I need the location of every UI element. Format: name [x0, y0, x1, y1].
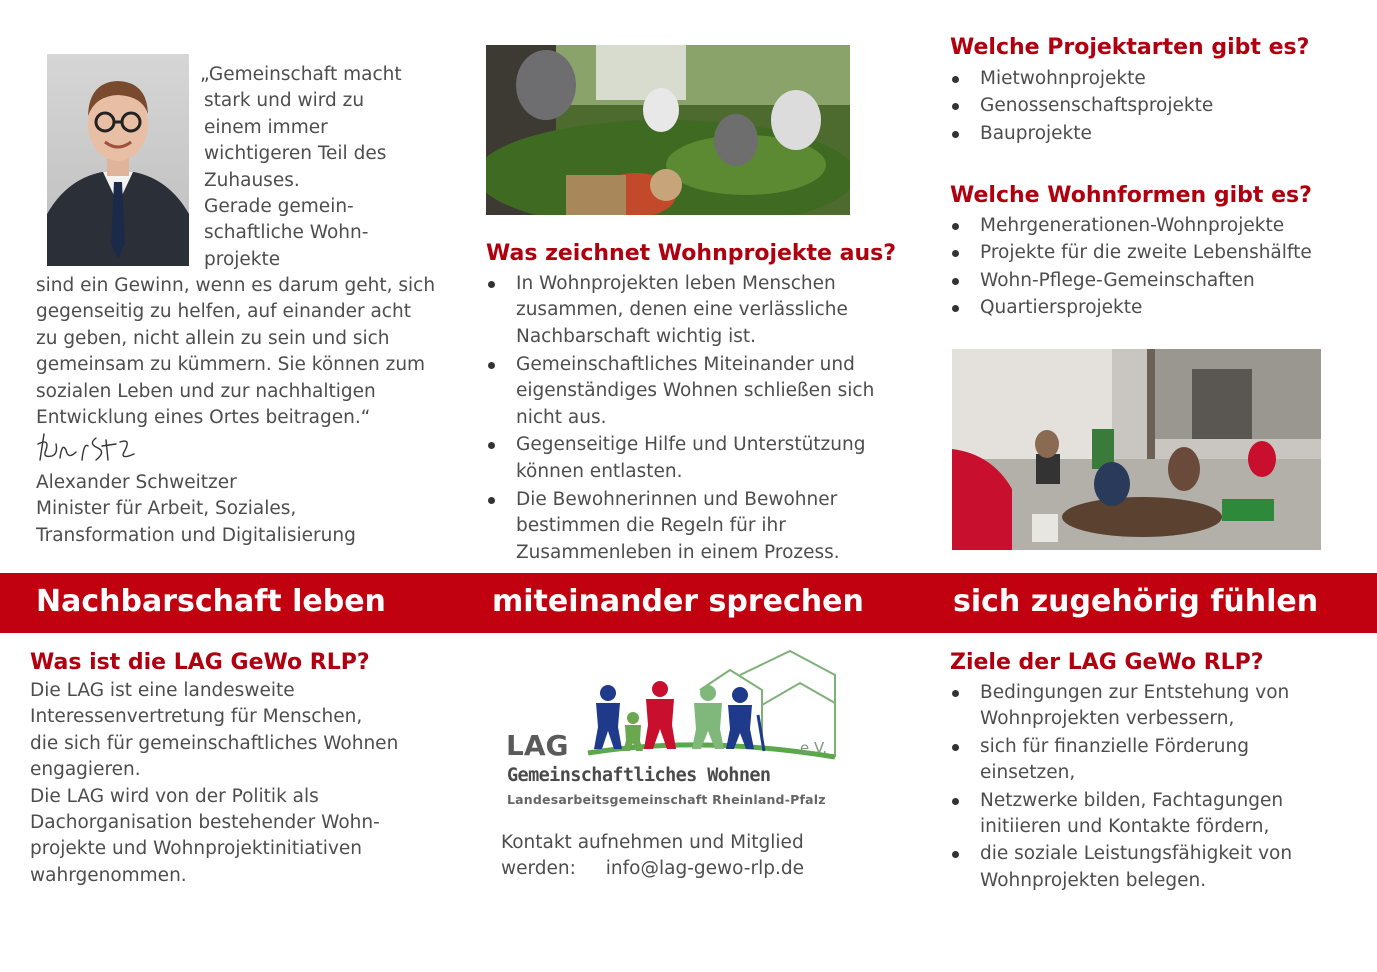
portrait-photo: [47, 54, 189, 266]
slogan-center: miteinander sprechen: [492, 584, 864, 619]
projektarten-list: [950, 66, 1350, 148]
slogan-left: Nachbarschaft leben: [36, 584, 386, 619]
list-item: Netzwerke bilden, Fachtagungen initiieren und Kontakte fördern,: [950, 788, 1350, 841]
list-item: Genossenschaftsprojekte: [950, 93, 1350, 119]
contact-email-link[interactable]: info@lag-gewo-rlp.de: [605, 858, 804, 880]
wohnprojekte-list: [486, 271, 886, 567]
signature: [36, 430, 146, 466]
author-role: Minister für Arbeit, Soziales,: [36, 498, 297, 520]
goals-heading: Ziele der LAG GeWo RLP?: [950, 650, 1264, 675]
wohnformen-heading: Welche Wohnformen gibt es?: [950, 183, 1312, 208]
people-icon: [594, 681, 764, 751]
lag-info-heading: Was ist die LAG GeWo RLP?: [30, 650, 370, 675]
lag-logo: [500, 645, 845, 815]
list-item: Gemeinschaftliches Miteinander und eigenständiges Wohnen schließen sich nicht aus.: [486, 352, 886, 431]
contact-label: werden:: [501, 858, 576, 880]
author-role: Transformation und Digitalisierung: [36, 524, 356, 546]
list-item: Gegenseitige Hilfe und Unterstützung können entlasten.: [486, 432, 886, 485]
logo-lag-text: LAG: [506, 729, 569, 762]
list-item: Die Bewohnerinnen und Bewohner bestimmen die Regeln für ihr Zusammenleben in einem Prozess.: [486, 487, 886, 566]
garden-photo: [486, 45, 850, 215]
list-item: In Wohnprojekten leben Menschen zusammen, denen eine verlässliche Nachbarschaft wichtig ist.: [486, 271, 886, 350]
contact-block: [501, 830, 861, 883]
logo-name-text: Gemeinschaftliches Wohnen: [507, 765, 771, 786]
contact-line: Kontakt aufnehmen und Mitglied: [501, 832, 804, 853]
quote-text-below-photo: sind ein Gewinn, wenn es darum geht, sich gegenseitig zu helfen, auf einander acht zu geben, nicht allein zu sein und sich gemeinsam zu kümmern. Sie können zum sozialen Leben und zur nachhaltigen Entwicklung eines Ortes beitragen.“: [36, 275, 436, 429]
list-item: Mehrgenerationen-Wohnprojekte: [950, 213, 1360, 239]
street-photo: [952, 349, 1321, 550]
list-item: Bedingungen zur Entstehung von Wohnprojekten verbessern,: [950, 680, 1350, 733]
logo-ev-text: e.V.: [800, 739, 828, 757]
list-item: Bauprojekte: [950, 121, 1350, 147]
goals-list: [950, 680, 1350, 895]
wohnformen-list: [950, 213, 1360, 323]
projektarten-heading: Welche Projektarten gibt es?: [950, 35, 1310, 60]
wohnprojekte-heading: Was zeichnet Wohnprojekte aus?: [486, 241, 896, 266]
quote-text-beside-photo: „Gemeinschaft macht stark und wird zu einem immer wichtigeren Teil des Zuhauses. Gerade gemein- schaftliche Wohn- projekte: [200, 64, 402, 270]
list-item: Wohn-Pflege-Gemeinschaften: [950, 268, 1360, 294]
list-item: sich für finanzielle Förderung einsetzen,: [950, 734, 1350, 787]
list-item: Projekte für die zweite Lebenshälfte: [950, 240, 1360, 266]
list-item: Mietwohnprojekte: [950, 66, 1350, 92]
slogan-band: [0, 573, 1377, 633]
author-name: Alexander Schweitzer: [36, 472, 237, 493]
slogan-right: sich zugehörig fühlen: [953, 584, 1319, 619]
quote-author: [36, 470, 456, 549]
list-item: Quartiersprojekte: [950, 295, 1360, 321]
logo-subtitle-text: Landesarbeitsgemeinschaft Rheinland-Pfalz: [507, 792, 826, 807]
lag-info-text: Die LAG ist eine landesweite Interessenvertretung für Menschen, die sich für gemeinschaftliches Wohnen engagieren. Die LAG wird von der Politik als Dachorganisation bestehender Wohn- projekte und Wohnprojektinitiativen wahrgenommen.: [30, 680, 399, 886]
list-item: die soziale Leistungsfähigkeit von Wohnprojekten belegen.: [950, 841, 1350, 894]
